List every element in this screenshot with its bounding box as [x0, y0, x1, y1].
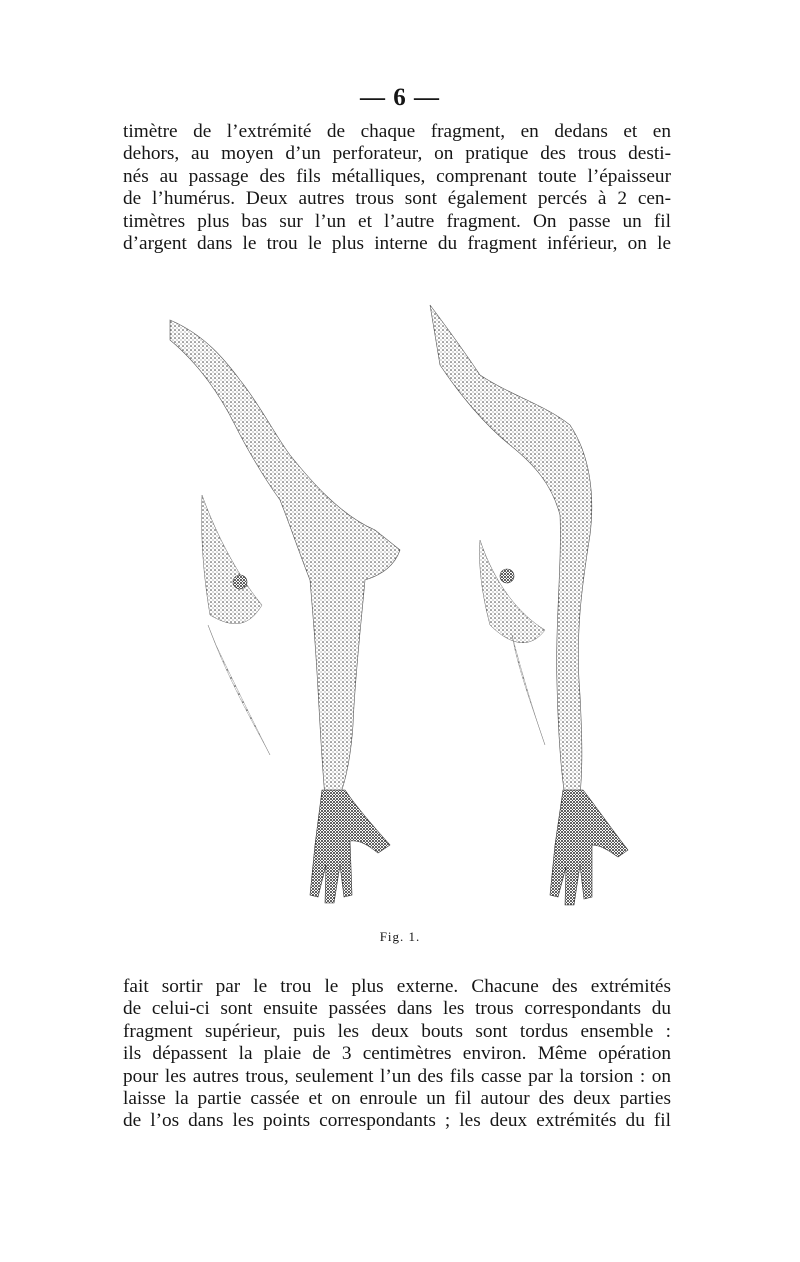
text-line: nés au passage des fils métalliques, comprenant toute l’épaisseur	[123, 165, 671, 187]
text-line: pour les autres trous, seulement l’un des fils casse par la torsion : on	[123, 1065, 671, 1087]
page-number: — 6 —	[360, 84, 440, 111]
figure-caption: Fig. 1.	[379, 929, 421, 944]
paragraph-bottom	[123, 976, 671, 1133]
text-line: timètre de l’extrémité de chaque fragment, en dedans et en	[123, 121, 671, 142]
paragraph-top	[123, 121, 671, 255]
text-line: ils dépassent la plaie de 3 centimètres environ. Même opération	[123, 1043, 671, 1065]
text-line: dehors, au moyen d’un perforateur, on pratique des trous desti-	[123, 143, 671, 165]
right-arm-illustration	[430, 305, 628, 905]
text-line: de celui-ci sont ensuite passées dans les trous correspondants du	[123, 998, 671, 1020]
left-arm-illustration	[170, 320, 400, 903]
text-line: de l’humérus. Deux autres trous sont également percés à 2 cen-	[123, 188, 671, 210]
text-line: fragment supérieur, puis les deux bouts sont tordus ensemble :	[123, 1020, 671, 1042]
text-line: d’argent dans le trou le plus interne du fragment inférieur, on le	[123, 233, 671, 255]
text-line: fait sortir par le trou le plus externe. Chacune des extrémités	[123, 976, 671, 997]
anatomical-figure	[150, 285, 670, 925]
text-line: timètres plus bas sur l’un et l’autre fragment. On passe un fil	[123, 210, 671, 232]
text-line: de l’os dans les points correspondants ; les deux extrémités du fil	[123, 1110, 671, 1132]
text-line: laisse la partie cassée et on enroule un fil autour des deux parties	[123, 1088, 671, 1110]
